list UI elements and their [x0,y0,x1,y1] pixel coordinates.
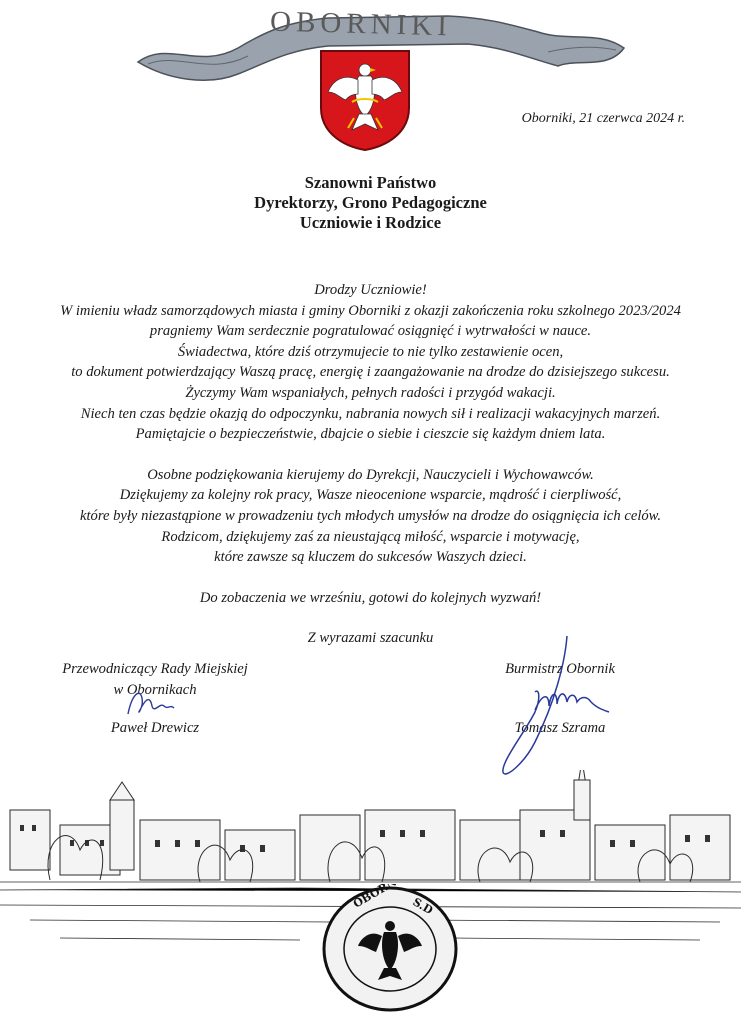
body-line: Rodzicom, dziękujemy zaś za nieustającą miłość, wsparcie i motywację, [161,528,580,545]
body-line: Życzymy Wam wspaniałych, pełnych radości i przygód wakacji. [185,384,556,401]
body-line: Drodzy Uczniowie! [314,282,427,298]
farewell-line: Do zobaczenia we wrześniu, gotowi do kolejnych wyzwań! [199,589,542,606]
body-line: to dokument potwierdzający Waszą pracę, energię i zaangażowanie na drodze do dzisiejszego sukcesu. [71,364,670,381]
body-line: Dziękujemy za kolejny rok pracy, Wasze nieocenione wsparcie, mądrość i cierpliwość, [119,487,622,504]
letter-date: Oborniki, 21 czerwca 2024 r. [521,111,685,126]
signature-title: Burmistrz Obornik [505,661,615,677]
body-line: Świadectwa, które dziś otrzymujecie to nie tylko zestawienie ocen, [177,343,564,360]
body-line: które zawsze są kluczem do sukcesów Waszych dzieci. [214,549,527,566]
addressee-line: Szanowni Państwo [304,173,437,192]
banner-title: OBORNIKI [269,5,453,43]
closing-line: Z wyrazami szacunku [307,630,434,647]
addressee-block [0,173,741,233]
signature-title: Przewodniczący Rady Miejskiej [62,661,248,677]
addressee-line: Dyrektorzy, Grono Pedagogiczne [254,193,487,212]
signature-name-left: Paweł Drewicz [110,720,200,736]
signature-name-right: Tomasz Szrama [514,720,606,736]
body-line: które były niezastąpione w prowadzeniu tych młodych umysłów na drodze do osiągnięcia ich celów. [80,507,661,524]
body-line: Pamiętajcie o bezpieczeństwie, dbajcie o siebie i cieszcie się każdym dniem lata. [135,426,606,443]
handwritten-signature-right [495,632,615,782]
seal-lettering: S.D [410,895,436,918]
body-line: Niech ten czas będzie okazją do odpoczynku, nabrania nowych sił i realizacji wakacyjnych marzeń. [80,405,661,422]
city-seal-icon [320,884,460,1014]
handwritten-signature-left [120,684,180,724]
body-line: Osobne podziękowania kierujemy do Dyrekcji, Nauczycieli i Wychowawców. [147,466,594,483]
body-line: W imieniu władz samorządowych miasta i gminy Oborniki z okazji zakończenia roku szkolnego 2023/2024 [60,302,681,319]
coat-of-arms-icon [318,48,412,152]
letter-body [20,280,721,649]
signature-title: w Obornikach [113,682,197,698]
body-line: pragniemy Wam serdecznie pogratulować osiągnięć i wytrwałości w nauce. [149,323,592,340]
addressee-line: Uczniowie i Rodzice [299,213,442,232]
